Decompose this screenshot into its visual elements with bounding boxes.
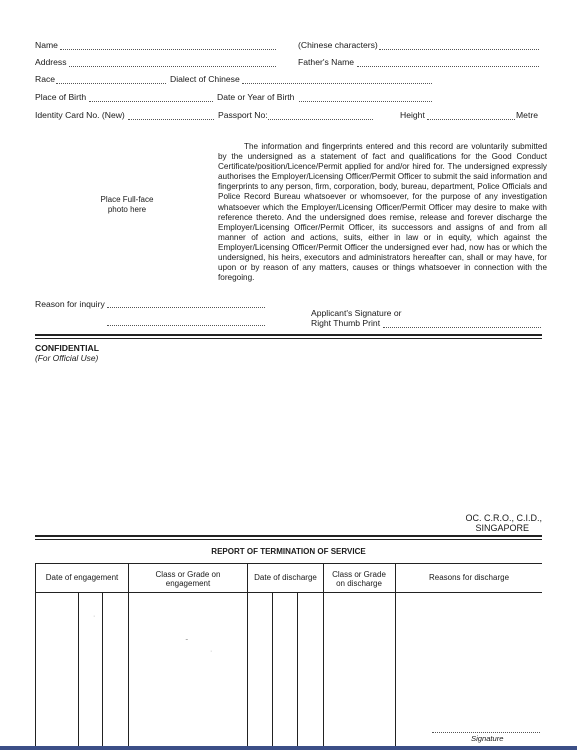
stray-mark-2: · <box>93 613 96 620</box>
chinese-characters-field[interactable] <box>379 49 539 50</box>
report-title: REPORT OF TERMINATION OF SERVICE <box>211 547 366 556</box>
table-col-border-3 <box>323 563 324 746</box>
address-field[interactable] <box>69 66 276 67</box>
photo-label-line1: Place Full-face <box>100 195 154 204</box>
table-col-border-1 <box>128 563 129 746</box>
passport-field[interactable] <box>268 119 373 120</box>
signature-label-line2: Right Thumb Print <box>311 318 381 328</box>
height-label: Height <box>400 110 425 120</box>
fathers-name-label: Father's Name <box>298 57 355 67</box>
office-line2: SINGAPORE <box>475 523 529 533</box>
fathers-name-field[interactable] <box>357 66 539 67</box>
chinese-characters-label: (Chinese characters) <box>298 40 378 50</box>
report-divider-bottom <box>35 539 542 540</box>
signature-field[interactable] <box>383 327 541 328</box>
table-col-border-4 <box>395 563 396 746</box>
photo-placeholder[interactable] <box>88 195 166 215</box>
table-col-border-0 <box>35 563 36 746</box>
date-of-birth-label: Date or Year of Birth <box>217 92 295 102</box>
name-field[interactable] <box>60 49 276 50</box>
address-label: Address <box>35 57 67 67</box>
place-of-birth-field[interactable] <box>89 101 213 102</box>
signature-label-line1: Applicant's Signature or <box>311 308 402 318</box>
table-top-border <box>35 563 542 564</box>
table-header-border <box>35 592 542 593</box>
footer-signature-label: Signature <box>471 734 504 743</box>
passport-label: Passport No: <box>218 110 268 120</box>
section-divider-bottom <box>35 338 542 339</box>
col-header-date-engagement: Date of engagement <box>45 573 119 582</box>
name-label: Name <box>35 40 58 50</box>
height-field[interactable] <box>427 119 515 120</box>
date-of-birth-field[interactable] <box>299 101 432 102</box>
dialect-label: Dialect of Chinese <box>170 74 240 84</box>
window-bottom-bar <box>0 746 577 750</box>
declaration-text: The information and fingerprints entered and this record are voluntarily submitted by the undersigned as a statement of fact and qualifications for the Good Conduct Certificate/position/Licence/Permit applied for and/or hired for. The undersigned expressly authorises the Employer/Licensing Officer/Permit Officer to submit the said information and fingerprints to any person, firm, corporation, body, bureau, department, Police Officials and Police Record Bureau whatsoever or whomsoever, for the purpose of any investigation whatsoever which the Employer/Licensing Officer/Permit Officer may desire to make with reference thereto. And the undersigned does remise, release and forever discharge the Employer/Licensing Officer/Permit Officer, its successors and assigns of and from all manner of action and actions, suits, either in law or in equity, which against the Employer/Licensing Officer/Permit Officer the undersigned ever had, now has or which the undersigned, his heirs, executors and administrators hereafter can, shall or may have, for upon or by reason of any matters, causes or things whatsoever in connection with the foregoing. <box>218 142 547 283</box>
discharge-subcol-2 <box>297 592 298 746</box>
reason-field-line2[interactable] <box>107 325 265 326</box>
identity-card-field[interactable] <box>128 119 214 120</box>
col-header-class-engagement: Class or Grade on engagement <box>155 570 221 588</box>
office-line1: OC. C.R.O., C.I.D., <box>465 513 542 523</box>
section-divider-top <box>35 334 542 336</box>
col-header-reasons: Reasons for discharge <box>428 573 510 582</box>
dialect-field[interactable] <box>242 83 432 84</box>
photo-label-line2: photo here <box>107 205 147 214</box>
table-col-border-2 <box>247 563 248 746</box>
stray-mark-3: · <box>210 648 213 655</box>
engagement-subcol-1 <box>78 592 79 746</box>
footer-signature-field[interactable] <box>432 732 540 733</box>
confidential-title: CONFIDENTIAL <box>35 343 99 353</box>
col-header-class-discharge: Class or Grade on discharge <box>332 570 386 588</box>
confidential-subtitle: (For Official Use) <box>35 353 99 363</box>
identity-card-label: Identity Card No. (New) <box>35 110 125 120</box>
col-header-date-discharge: Date of discharge <box>254 573 317 582</box>
engagement-subcol-2 <box>102 592 103 746</box>
race-label: Race <box>35 74 56 84</box>
reason-field-line1[interactable] <box>107 307 265 308</box>
metre-unit-label: Metre <box>516 110 538 120</box>
discharge-subcol-1 <box>272 592 273 746</box>
reason-label: Reason for inquiry <box>35 299 105 309</box>
place-of-birth-label: Place of Birth <box>35 92 87 102</box>
report-divider-top <box>35 535 542 537</box>
race-field[interactable] <box>56 83 166 84</box>
stray-mark-1: ⁃ <box>185 637 189 644</box>
